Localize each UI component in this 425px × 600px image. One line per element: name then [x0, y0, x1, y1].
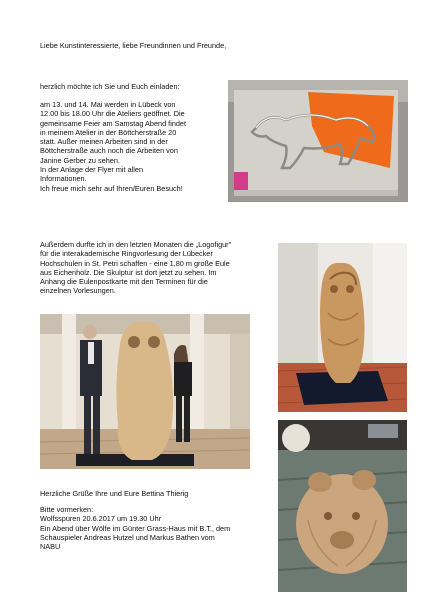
owl-sculpture-photo [278, 243, 407, 412]
closing-line: Herzliche Grüße Ihre und Eure Bettina Thierig [40, 489, 189, 498]
owl-paragraph: Außerdem durfte ich in den letzten Monaten die „Logofigur" für die interakademische Ringvorlesung der Lübecker Hochschulen in St. Petri schaffen - eine 1,80 m große Eule aus Eichenholz. Die Skulptur ist dort jetzt zu sehen. Im Anhang die Eulenpostkarte mit den Terminen für die einzelnen Vorlesungen. [40, 240, 232, 296]
open-studio-paragraph: am 13. und 14. Mai werden in Lübeck von 12.00 bis 18.00 Uhr die Ateliers geöffnet. Die gemeinsame Feier am Samstag Abend findet in meinem Atelier in der Böttcherstraße 20 statt. Außer meinen Arbeiten sind in der Böttcherstraße auch noch die Arbeiten von Janine Gerber zu sehen. In der Anlage der Flyer mit allen Informationen. Ich freue mich sehr auf Ihren/Euren Besuch! [40, 100, 187, 193]
wolf-relief-photo [228, 80, 408, 202]
intro-line: herzlich möchte ich Sie und Euch einladen: [40, 82, 180, 91]
save-the-date-note: Bitte vormerken: Wolfsspuren 20.6.2017 um 19.30 Uhr Ein Abend über Wölfe im Günter Grass-Haus mit B.T., dem Schauspieler Andreas Hutzel und Markus Bathen vom NABU [40, 505, 231, 552]
church-owl-photo [40, 314, 250, 469]
greeting: Liebe Kunstinteressierte, liebe Freundinnen und Freunde, [40, 41, 227, 50]
bear-carving-photo [278, 420, 407, 592]
